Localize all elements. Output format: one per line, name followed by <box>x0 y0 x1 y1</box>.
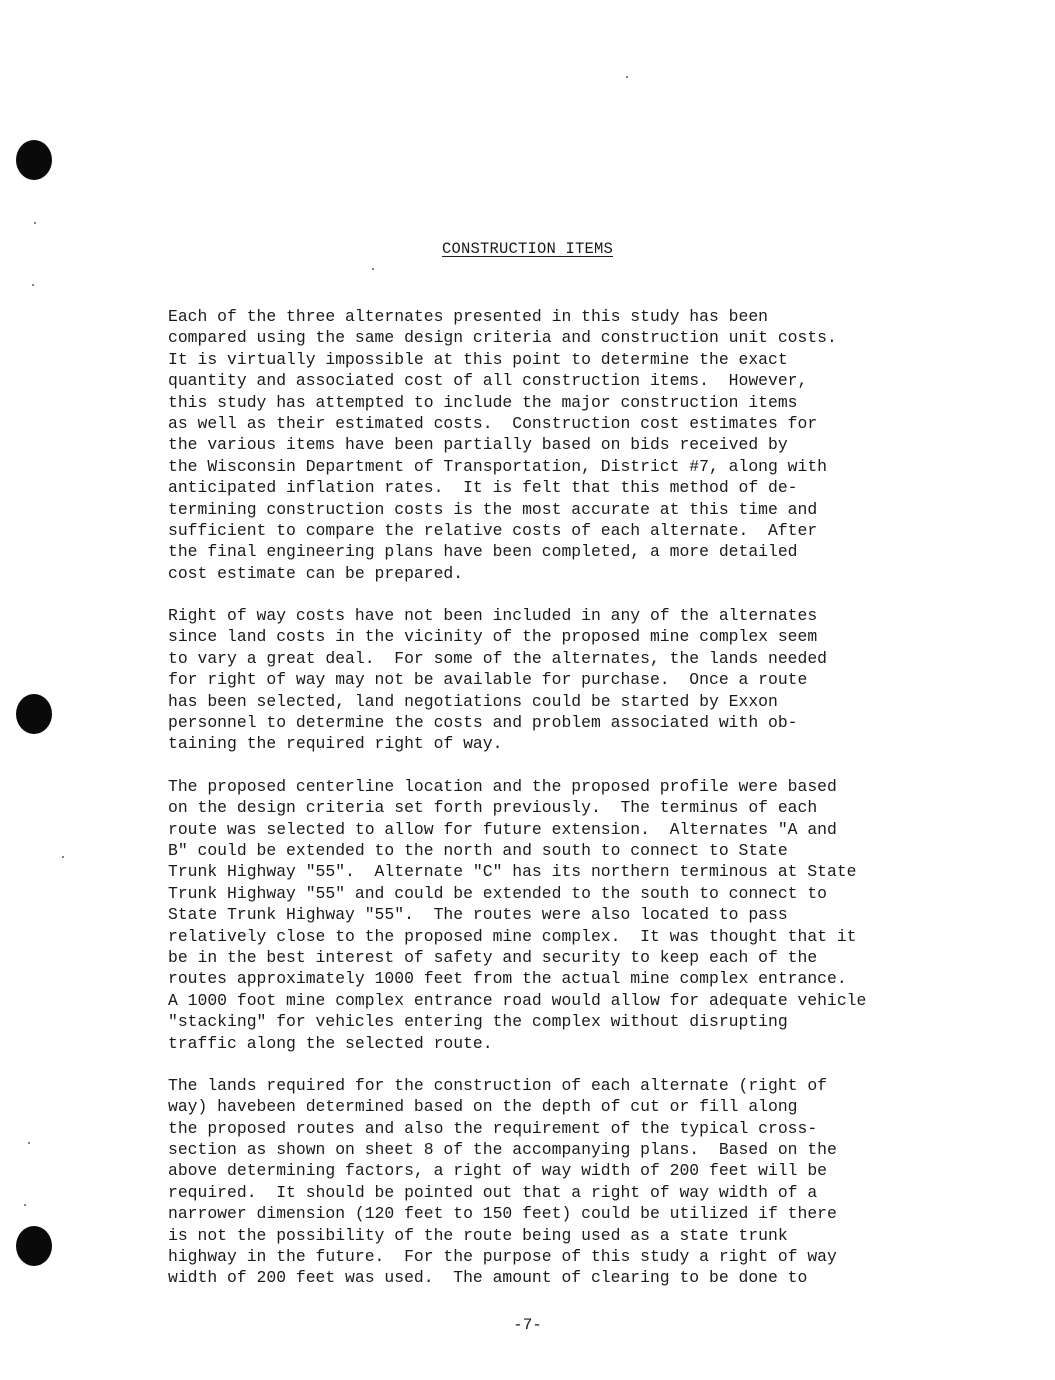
paragraph-line: for right of way may not be available for purchase. Once a route <box>168 670 808 690</box>
paragraph <box>168 306 968 584</box>
paragraph-line: sufficient to compare the relative costs of each alternate. After <box>168 520 818 540</box>
paragraph-line: as well as their estimated costs. Construction cost estimates for <box>168 413 818 433</box>
paragraph-line: A 1000 foot mine complex entrance road would allow for adequate vehicle <box>168 990 867 1010</box>
paragraph-line: route was selected to allow for future extension. Alternates "A and <box>168 819 837 839</box>
body-text <box>168 306 968 1310</box>
paragraph-line: It is virtually impossible at this point to determine the exact <box>168 349 788 369</box>
section-title <box>0 240 1055 258</box>
paragraph-line: Right of way costs have not been included in any of the alternates <box>168 606 818 626</box>
scan-speck <box>626 76 628 78</box>
punch-hole-icon <box>16 1226 52 1266</box>
paragraph-line: "stacking" for vehicles entering the complex without disrupting <box>168 1012 788 1032</box>
punch-hole-icon <box>16 140 52 180</box>
scan-speck <box>24 1204 26 1206</box>
paragraph <box>168 1075 968 1289</box>
page-number: -7- <box>513 1316 542 1334</box>
paragraph-line: Each of the three alternates presented in this study has been <box>168 307 768 326</box>
paragraph-line: compared using the same design criteria and construction unit costs. <box>168 328 837 348</box>
section-title-text: CONSTRUCTION ITEMS <box>441 240 614 258</box>
paragraph-line: to vary a great deal. For some of the alternates, the lands needed <box>168 648 828 668</box>
paragraph-line: the proposed routes and also the requirement of the typical cross- <box>168 1118 818 1138</box>
paragraph-line: B" could be extended to the north and south to connect to State <box>168 840 788 860</box>
paragraph-line: has been selected, land negotiations could be started by Exxon <box>168 691 778 711</box>
paragraph-line: Trunk Highway "55". Alternate "C" has its northern terminous at State <box>168 862 857 882</box>
paragraph-line: traffic along the selected route. <box>168 1033 493 1053</box>
paragraph-line: narrower dimension (120 feet to 150 feet) could be utilized if there <box>168 1204 837 1224</box>
punch-hole-icon <box>16 694 52 734</box>
scan-speck <box>62 856 64 858</box>
paragraph-line: The lands required for the construction of each alternate (right of <box>168 1075 828 1095</box>
scan-speck <box>32 284 34 286</box>
paragraph-line: the Wisconsin Department of Transportation, District #7, along with <box>168 456 828 476</box>
paragraph-line: cost estimate can be prepared. <box>168 563 464 583</box>
paragraph <box>168 605 968 755</box>
paragraph-line: quantity and associated cost of all construction items. However, <box>168 371 808 391</box>
paragraph-line: width of 200 feet was used. The amount of clearing to be done to <box>168 1268 808 1288</box>
paragraph-line: anticipated inflation rates. It is felt that this method of de- <box>168 478 798 498</box>
paragraph-line: relatively close to the proposed mine complex. It was thought that it <box>168 926 857 946</box>
paragraph-line: the various items have been partially based on bids received by <box>168 435 788 455</box>
paragraph-line: taining the required right of way. <box>168 734 503 754</box>
paragraph-line: the final engineering plans have been completed, a more detailed <box>168 542 798 562</box>
paragraph-line: on the design criteria set forth previously. The terminus of each <box>168 798 818 818</box>
paragraph-line: The proposed centerline location and the proposed profile were based <box>168 776 837 796</box>
scan-speck <box>28 1142 30 1144</box>
paragraph <box>168 776 968 1054</box>
paragraph-line: is not the possibility of the route being used as a state trunk <box>168 1225 788 1245</box>
paragraph-line: State Trunk Highway "55". The routes were also located to pass <box>168 905 788 925</box>
paragraph-line: required. It should be pointed out that a right of way width of a <box>168 1182 818 1202</box>
scan-speck <box>34 222 36 224</box>
scan-speck <box>372 268 374 270</box>
paragraph-line: Trunk Highway "55" and could be extended to the south to connect to <box>168 883 828 903</box>
paragraph-line: highway in the future. For the purpose of this study a right of way <box>168 1247 837 1267</box>
paragraph-line: above determining factors, a right of way width of 200 feet will be <box>168 1161 828 1181</box>
paragraph-line: routes approximately 1000 feet from the actual mine complex entrance. <box>168 969 847 989</box>
paragraph-line: way) havebeen determined based on the depth of cut or fill along <box>168 1097 798 1117</box>
paragraph-line: section as shown on sheet 8 of the accompanying plans. Based on the <box>168 1140 837 1160</box>
paragraph-line: termining construction costs is the most accurate at this time and <box>168 499 818 519</box>
paragraph-line: personnel to determine the costs and problem associated with ob- <box>168 713 798 733</box>
paragraph-line: be in the best interest of safety and security to keep each of the <box>168 947 818 967</box>
paragraph-line: this study has attempted to include the major construction items <box>168 392 798 412</box>
paragraph-line: since land costs in the vicinity of the proposed mine complex seem <box>168 627 818 647</box>
